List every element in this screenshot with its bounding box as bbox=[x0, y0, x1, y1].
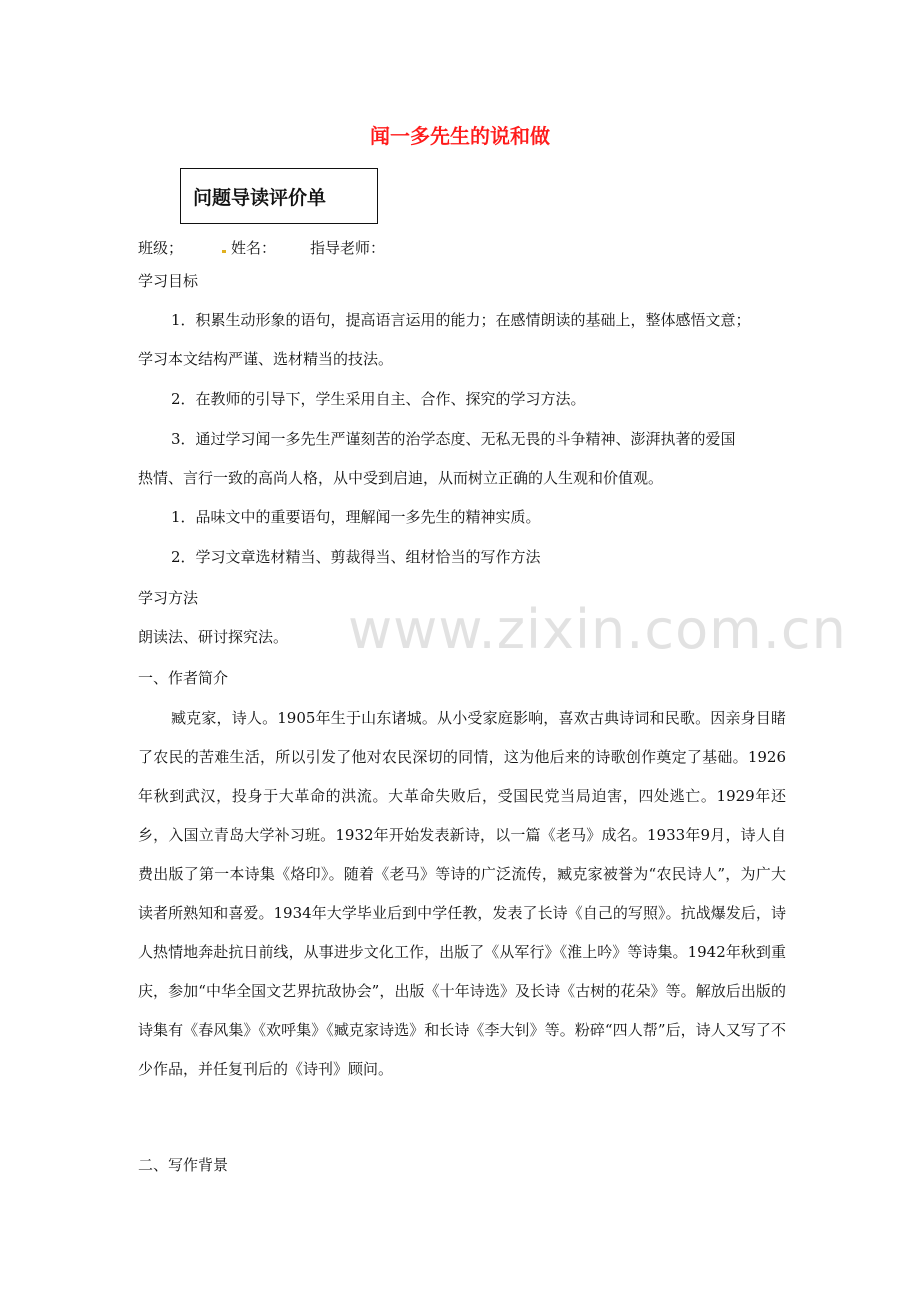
goal-line: 2．学习文章选材精当、剪裁得当、组材恰当的写作方法 bbox=[171, 548, 541, 566]
boxed-heading: 问题导读评价单 bbox=[180, 168, 378, 224]
edit-mark bbox=[222, 250, 226, 253]
name-label: 姓名： bbox=[231, 239, 277, 257]
section-heading-author: 一、作者简介 bbox=[138, 669, 229, 687]
goals-heading: 学习目标 bbox=[138, 272, 199, 290]
goal-line: 热情、言行一致的高尚人格，从中受到启迪，从而树立正确的人生观和价值观。 bbox=[138, 469, 664, 487]
class-label: 班级； bbox=[138, 239, 184, 257]
goal-line: 2．在教师的引导下，学生采用自主、合作、探究的学习方法。 bbox=[171, 390, 586, 408]
goal-line: 3．通过学习闻一多先生严谨刻苦的治学态度、无私无畏的斗争精神、澎湃执著的爱国 bbox=[171, 430, 736, 448]
document-title: 闻一多先生的说和做 bbox=[370, 124, 550, 148]
goal-line: 学习本文结构严谨、选材精当的技法。 bbox=[138, 350, 394, 368]
author-bio-paragraph: 臧克家，诗人。1905年生于山东诸城。从小受家庭影响，喜欢古典诗词和民歌。因亲身目睹了农民的苦难生活，所以引发了他对农民深切的同情，这为他后来的诗歌创作奠定了基础。1926年秋到武汉，投身于大革命的洪流。大革命失败后，受国民党当局迫害，四处逃亡。1929年还乡，入国立青岛大学补习班。1932年开始发表新诗，以一篇《老马》成名。1933年9月，诗人自费出版了第一本诗集《烙印》。随着《老马》等诗的广泛流传，臧克家被誉为“农民诗人”，为广大读者所熟知和喜爱。1934年大学毕业后到中学任教，发表了长诗《自己的写照》。抗战爆发后，诗人热情地奔赴抗日前线，从事进步文化工作，出版了《从军行》《淮上吟》等诗集。1942年秋到重庆，参加“中华全国文艺界抗敌协会”，出版《十年诗选》及长诗《古树的花朵》等。解放后出版的诗集有《春风集》《欢呼集》《臧克家诗选》和长诗《李大钊》等。粉碎“四人帮”后，诗人又写了不少作品，并任复刊后的《诗刊》顾问。 bbox=[138, 709, 786, 1078]
teacher-label: 指导老师： bbox=[310, 239, 386, 257]
methods-heading: 学习方法 bbox=[138, 589, 199, 607]
watermark: www.zixin.com.cn bbox=[348, 598, 847, 661]
methods-text: 朗读法、研讨探究法。 bbox=[138, 628, 289, 646]
goal-line: 1．品味文中的重要语句，理解闻一多先生的精神实质。 bbox=[171, 508, 541, 526]
goal-line: 1．积累生动形象的语句，提高语言运用的能力；在感情朗读的基础上，整体感悟文意； bbox=[171, 311, 751, 329]
section-heading-background: 二、写作背景 bbox=[138, 1156, 229, 1174]
